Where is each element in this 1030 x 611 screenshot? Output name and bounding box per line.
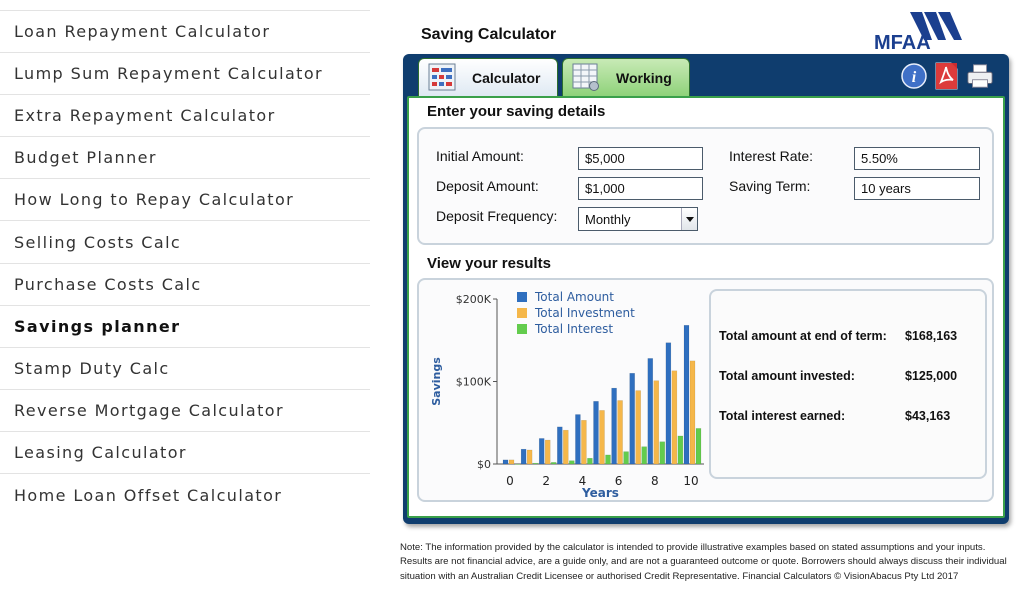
sidebar-item-label[interactable]: Purchase Costs Calc: [14, 275, 202, 294]
initial-amount-label: Initial Amount:: [436, 148, 524, 164]
y-tick-label: $200K: [455, 293, 491, 306]
svg-text:i: i: [911, 69, 917, 86]
sidebar-item-label[interactable]: Leasing Calculator: [14, 443, 187, 462]
bar-1-9: [672, 371, 677, 464]
chevron-down-icon[interactable]: [681, 208, 697, 230]
x-tick-label: 8: [650, 474, 659, 488]
x-tick-label: 6: [614, 474, 623, 488]
x-tick-label: 10: [683, 474, 699, 488]
bar-1-6: [618, 400, 623, 464]
sidebar-item-how-long-to-repay[interactable]: [0, 179, 370, 221]
sidebar-item-stamp-duty[interactable]: [0, 348, 370, 390]
bar-0-1: [521, 449, 526, 464]
tab-working-label: Working: [616, 70, 672, 86]
bar-0-3: [557, 427, 562, 464]
sidebar-item-label[interactable]: Selling Costs Calc: [14, 233, 182, 252]
x-tick-label: 4: [578, 474, 587, 488]
bar-1-1: [527, 450, 532, 464]
sidebar-item-label[interactable]: Savings planner: [14, 317, 181, 336]
sidebar-item-label[interactable]: How Long to Repay Calculator: [14, 190, 295, 209]
print-icon[interactable]: [966, 62, 994, 90]
bar-1-3: [563, 430, 568, 464]
result-label-invested: Total amount invested:: [719, 369, 855, 383]
sidebar-item-selling-costs[interactable]: [0, 222, 370, 264]
bar-2-7: [642, 447, 647, 464]
mfaa-logo: [872, 10, 968, 52]
bar-0-7: [630, 373, 635, 464]
sidebar-item-label[interactable]: Loan Repayment Calculator: [14, 22, 271, 41]
bar-2-6: [624, 452, 629, 464]
bar-1-7: [636, 391, 641, 464]
sidebar-item-label[interactable]: Lump Sum Repayment Calculator: [14, 64, 324, 83]
bar-0-6: [612, 388, 617, 464]
y-tick-label: $0: [477, 458, 491, 471]
bar-0-8: [648, 358, 653, 464]
sidebar-item-label[interactable]: Stamp Duty Calc: [14, 359, 170, 378]
sidebar-item-loan-repayment[interactable]: [0, 11, 370, 53]
interest-rate-label: Interest Rate:: [729, 148, 814, 164]
deposit-frequency-select[interactable]: [578, 207, 698, 231]
inputs-section-title: Enter your saving details: [427, 103, 606, 120]
sidebar-item-label[interactable]: Budget Planner: [14, 148, 157, 167]
legend-swatch-2: [517, 324, 527, 334]
legend-label-0: Total Amount: [535, 290, 614, 304]
bar-0-9: [666, 343, 671, 464]
calculator-icon: [427, 63, 457, 91]
bar-1-4: [581, 420, 586, 464]
x-axis-title: Years: [582, 486, 619, 500]
saving-term-label: Saving Term:: [729, 178, 811, 194]
logo-text: MFAA: [874, 32, 931, 52]
results-section-title: View your results: [427, 255, 551, 272]
sidebar-item-reverse-mortgage[interactable]: [0, 390, 370, 432]
results-summary-box: [709, 289, 987, 479]
sidebar-item-label[interactable]: Home Loan Offset Calculator: [14, 486, 283, 505]
tab-calculator[interactable]: [418, 58, 558, 97]
disclaimer-note: Note: The information provided by the calculator is intended to provide illustrative examples based on stated assumptions and your inputs. Results are not financial advice, are a guide only, and are not a guaranteed outcome or quote. Borrowers should always discuss their individual situation with an Australian Credit Licensee or authorised Credit Representative. Financial Calculators © VisionAbacus Pty Ltd 2017: [400, 542, 1007, 582]
bar-1-10: [690, 361, 695, 464]
result-value-invested: $125,000: [905, 369, 958, 383]
deposit-frequency-label: Deposit Frequency:: [436, 208, 558, 224]
legend-label-2: Total Interest: [535, 322, 614, 336]
result-value-end-of-term: $168,163: [905, 329, 958, 343]
bar-1-0: [509, 460, 514, 464]
deposit-frequency-value: Monthly: [585, 212, 631, 227]
bar-0-4: [575, 415, 580, 465]
bar-1-8: [654, 381, 659, 464]
legend-label-1: Total Investment: [535, 306, 635, 320]
bar-0-0: [503, 460, 508, 464]
sidebar-item-purchase-costs[interactable]: [0, 264, 370, 306]
sidebar-item-lump-sum[interactable]: [0, 53, 370, 95]
legend-swatch-0: [517, 292, 527, 302]
bar-0-10: [684, 325, 689, 464]
sidebar-item-label[interactable]: Reverse Mortgage Calculator: [14, 401, 284, 420]
interest-rate-field[interactable]: 5.50%: [854, 147, 980, 170]
info-icon[interactable]: [900, 62, 928, 90]
calculator-title: Saving Calculator: [421, 26, 557, 43]
y-tick-label: $100K: [455, 375, 491, 389]
spreadsheet-icon: [571, 63, 601, 91]
savings-chart: [425, 287, 707, 502]
pdf-icon[interactable]: [932, 62, 960, 90]
y-axis-title: Savings: [430, 357, 443, 406]
tab-working[interactable]: [562, 58, 690, 97]
sidebar-item-home-loan-offset[interactable]: [0, 475, 370, 517]
x-tick-label: 0: [506, 474, 514, 488]
saving-term-field[interactable]: 10 years: [854, 177, 980, 200]
bar-1-5: [600, 410, 605, 464]
bar-2-8: [660, 442, 665, 464]
x-tick-label: 2: [542, 474, 551, 488]
tab-calculator-label: Calculator: [472, 70, 541, 86]
deposit-amount-field[interactable]: $1,000: [578, 177, 703, 200]
legend-swatch-1: [517, 308, 527, 318]
bar-2-9: [678, 436, 683, 464]
bar-0-2: [539, 438, 544, 464]
bar-2-3: [569, 461, 574, 464]
sidebar-item-label[interactable]: Extra Repayment Calculator: [14, 106, 276, 125]
result-label-interest: Total interest earned:: [719, 409, 846, 423]
bar-2-2: [551, 462, 556, 464]
bar-1-2: [545, 440, 550, 464]
result-value-interest: $43,163: [905, 409, 951, 423]
bar-2-1: [533, 463, 538, 464]
bar-2-5: [606, 455, 611, 464]
initial-amount-field[interactable]: $5,000: [578, 147, 703, 170]
bar-2-4: [587, 458, 592, 464]
bar-0-5: [594, 401, 599, 464]
sidebar-item-leasing[interactable]: [0, 432, 370, 474]
bar-2-0: [515, 464, 520, 465]
deposit-amount-label: Deposit Amount:: [436, 178, 539, 194]
sidebar-item-extra-repayment[interactable]: [0, 95, 370, 137]
result-label-end-of-term: Total amount at end of term:: [719, 329, 887, 343]
sidebar-item-savings-planner[interactable]: [0, 306, 370, 348]
bar-2-10: [696, 428, 701, 464]
sidebar-item-budget-planner[interactable]: [0, 137, 370, 179]
